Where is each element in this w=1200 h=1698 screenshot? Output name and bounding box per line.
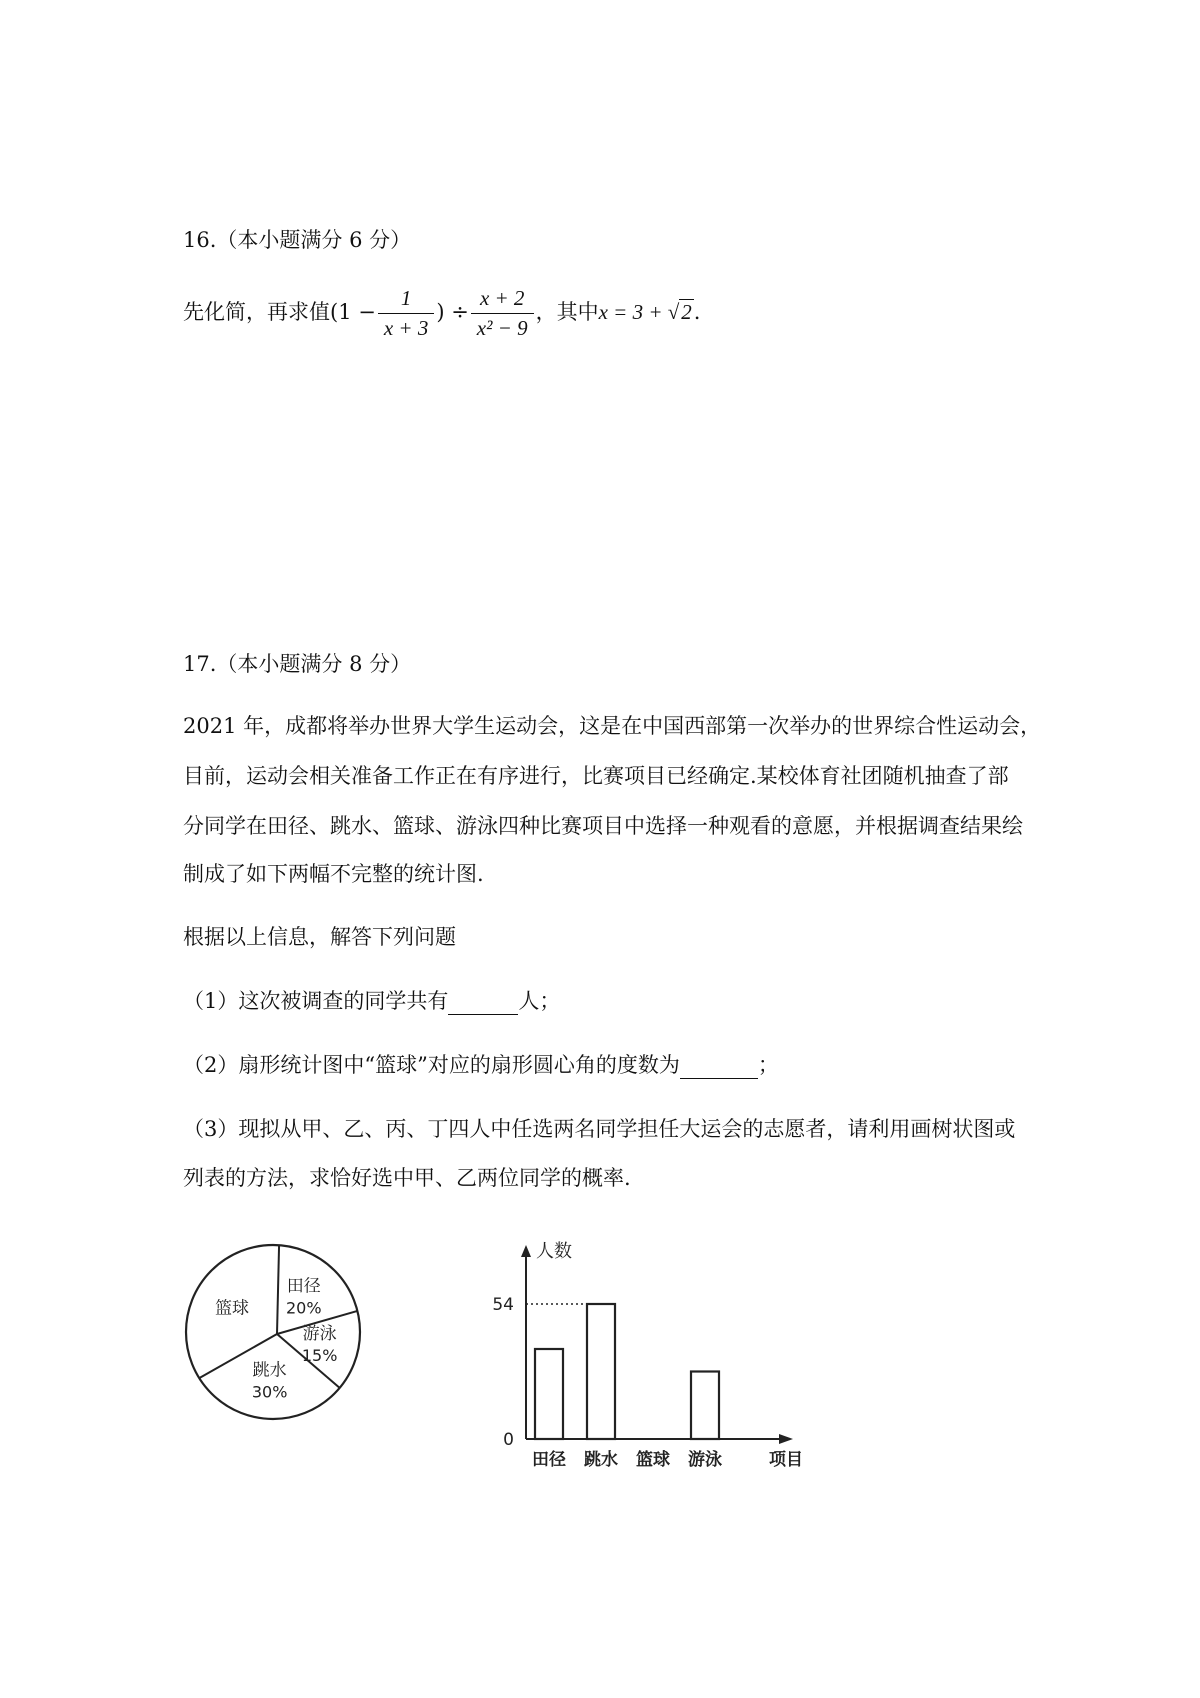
fraction-2-denominator: x² − 9 <box>476 316 528 340</box>
q16-tail-end: . <box>693 300 701 324</box>
x-axis-arrow <box>779 1434 793 1444</box>
q16-lead: 先化简，再求值(1 − <box>183 300 376 324</box>
x-tick-label-3: 游泳 <box>688 1450 722 1470</box>
y-axis-label: 人数 <box>536 1241 572 1262</box>
sqrt-argument: 2 <box>681 300 692 324</box>
fraction-1-numerator: 1 <box>378 286 435 314</box>
statistics-figure <box>183 1235 843 1485</box>
pie-label-1: 游泳 <box>302 1323 337 1344</box>
sub1-suffix: 人； <box>518 989 561 1013</box>
pie-label-0: 田径 <box>286 1276 321 1297</box>
sub1-text: （1）这次被调查的同学共有 <box>183 989 449 1013</box>
fraction-2 <box>471 286 534 341</box>
sub-question-2 <box>183 1049 779 1079</box>
pie-separator-0 <box>277 1245 279 1334</box>
sub2-text: （2）扇形统计图中“篮球”对应的扇形圆心角的度数为 <box>183 1053 680 1077</box>
bar-0 <box>535 1349 563 1439</box>
bar-3 <box>691 1372 719 1440</box>
q17-paragraph-line-3: 分同学在田径、跳水、篮球、游泳四种比赛项目中选择一种观看的意愿，并根据调查结果绘 <box>183 814 1023 838</box>
question-17-header: 17.（本小题满分 8 分） <box>183 652 412 676</box>
q17-paragraph-line-1: 2021 年，成都将举办世界大学生运动会，这是在中国西部第一次举办的世界综合性运动会， <box>183 714 1042 738</box>
q17-paragraph-line-2: 目前，运动会相关准备工作正在有序进行，比赛项目已经确定.某校体育社团随机抽查了部 <box>183 764 1009 788</box>
bar-1 <box>587 1304 615 1439</box>
pie-label-3: 篮球 <box>214 1298 249 1319</box>
y-tick-label-1: 54 <box>492 1295 514 1315</box>
y-axis-arrow <box>521 1245 531 1257</box>
fraction-2-numerator: x + 2 <box>471 286 534 314</box>
q16-x-value: x = 3 + <box>598 300 668 324</box>
answer-blank-2 <box>680 1058 758 1079</box>
bar-chart <box>492 1241 803 1470</box>
pie-value-0: 20% <box>285 1298 322 1318</box>
x-axis-label: 项目 <box>769 1450 803 1470</box>
fraction-1 <box>378 286 435 341</box>
question-16-body <box>183 286 700 341</box>
question-16-header: 16.（本小题满分 6 分） <box>183 228 412 252</box>
q17-paragraph-line-4: 制成了如下两幅不完整的统计图. <box>183 862 484 886</box>
q16-tail-pre: ，其中 <box>535 300 599 324</box>
sub-question-3-line-2: 列表的方法，求恰好选中甲、乙两位同学的概率. <box>183 1166 631 1190</box>
x-tick-label-2: 篮球 <box>636 1450 670 1470</box>
answer-blank-1 <box>448 994 518 1015</box>
x-tick-label-1: 跳水 <box>584 1450 618 1470</box>
pie-value-1: 15% <box>301 1345 338 1365</box>
y-tick-label-0: 0 <box>503 1430 514 1450</box>
pie-value-2: 30% <box>251 1382 288 1402</box>
x-tick-label-0: 田径 <box>532 1450 566 1470</box>
fraction-1-denominator: x + 3 <box>383 316 429 340</box>
sub2-suffix: ； <box>757 1053 779 1077</box>
sqrt-symbol: √ <box>667 300 680 324</box>
sub-question-1 <box>183 985 560 1015</box>
q17-ask: 根据以上信息，解答下列问题 <box>183 925 456 949</box>
pie-chart <box>186 1245 360 1419</box>
pie-label-2: 跳水 <box>252 1360 287 1381</box>
q16-divide: ) ÷ <box>436 300 469 324</box>
sub-question-3-line-1: （3）现拟从甲、乙、丙、丁四人中任选两名同学担任大运会的志愿者，请利用画树状图或 <box>183 1117 1016 1141</box>
